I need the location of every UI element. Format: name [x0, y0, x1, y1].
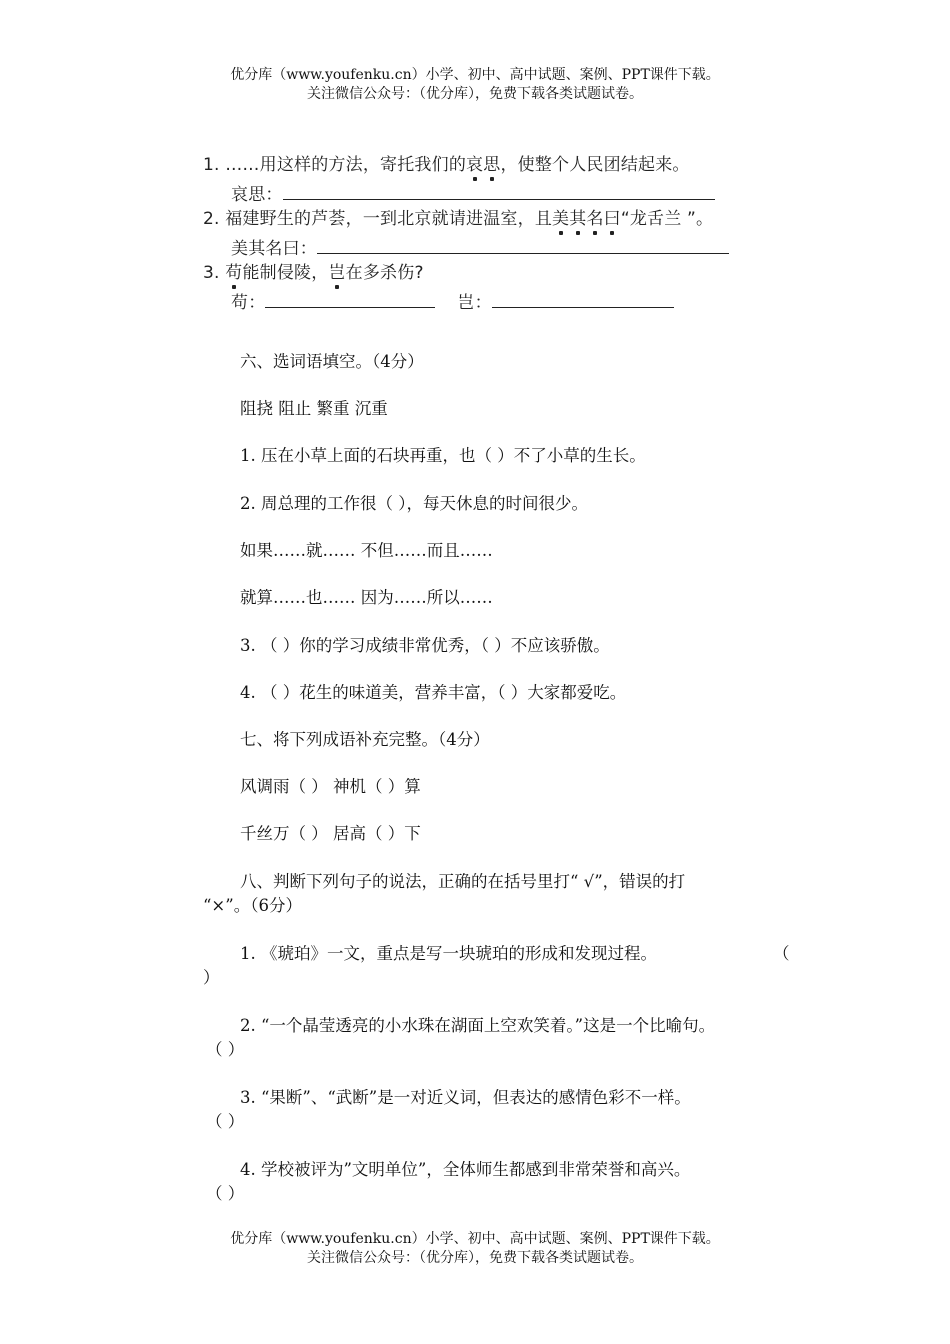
footer-line-1: 优分库（www.youfenku.cn）小学、初中、高中试题、案例、PPT课件下载。 — [230, 1231, 720, 1247]
answer-blank[interactable] — [283, 185, 715, 200]
footer-line-2: 关注微信公众号：（优分库），免费下载各类试题试卷。 — [307, 1250, 643, 1266]
section-6-word-bank-2a: 如果……就…… 不但……而且…… — [240, 541, 493, 560]
section-6-q2: 2. 周总理的工作很（ ），每天休息的时间很少。 — [240, 494, 588, 513]
section-6-title: 六、选词语填空。（4分） — [240, 352, 424, 371]
q5-2-answer: 美其名曰： — [231, 234, 729, 259]
answer-blank[interactable] — [492, 293, 674, 308]
section-8-q1-paren-close[interactable]: ） — [203, 968, 220, 987]
answer-blank[interactable] — [317, 239, 729, 254]
section-6-word-bank-2b: 就算……也…… 因为……所以…… — [240, 588, 493, 607]
header-line-2: 关注微信公众号：（优分库），免费下载各类试题试卷。 — [307, 86, 643, 102]
section-6-q1: 1. 压在小草上面的石块再重，也（ ）不了小草的生长。 — [240, 446, 646, 465]
section-7-row-1: 风调雨（ ） 神机（ ）算 — [240, 777, 421, 796]
section-8-title-line-2: “×”。（6分） — [203, 896, 302, 915]
section-6-word-bank-1: 阻挠 阻止 繁重 沉重 — [240, 399, 388, 418]
section-7-title: 七、将下列成语补充完整。（4分） — [240, 730, 490, 749]
section-8-q1-paren-open[interactable]: （ — [773, 944, 790, 963]
q5-3-sentence: 3. 苟能制侵陵，岂在多杀伤? — [203, 258, 424, 283]
section-8-q4: 4. 学校被评为”文明单位”，全体师生都感到非常荣誉和高兴。 — [240, 1160, 691, 1179]
section-6-q4: 4. （ ）花生的味道美，营养丰富，（ ）大家都爱吃。 — [240, 683, 627, 702]
q5-1-answer: 哀思： — [231, 180, 715, 205]
q5-3-answer: 苟： 岂： — [231, 288, 674, 313]
section-6-q3: 3. （ ）你的学习成绩非常优秀，（ ）不应该骄傲。 — [240, 636, 610, 655]
answer-blank[interactable] — [265, 293, 435, 308]
section-8-q3: 3. “果断”、“武断”是一对近义词，但表达的感情色彩不一样。 — [240, 1088, 691, 1107]
header-line-1: 优分库（www.youfenku.cn）小学、初中、高中试题、案例、PPT课件下载。 — [230, 67, 720, 83]
q5-2-sentence: 2. 福建野生的芦荟，一到北京就请进温室，且美其名曰“龙舌兰 ”。 — [203, 204, 713, 229]
section-8-q4-paren[interactable]: （ ） — [206, 1184, 245, 1203]
section-8-q2-paren[interactable]: （ ） — [206, 1040, 245, 1059]
section-8-q2: 2. “一个晶莹透亮的小水珠在湖面上空欢笑着。”这是一个比喻句。 — [240, 1016, 716, 1035]
section-8-q1: 1. 《琥珀》一文，重点是写一块琥珀的形成和发现过程。 — [240, 944, 657, 963]
q5-1-sentence: 1. ……用这样的方法，寄托我们的哀思，使整个人民团结起来。 — [203, 150, 690, 175]
section-8-q3-paren[interactable]: （ ） — [206, 1112, 245, 1131]
section-8-title-line-1: 八、判断下列句子的说法，正确的在括号里打“ √”，错误的打 — [240, 872, 686, 891]
section-7-row-2: 千丝万（ ） 居高（ ）下 — [240, 824, 421, 843]
